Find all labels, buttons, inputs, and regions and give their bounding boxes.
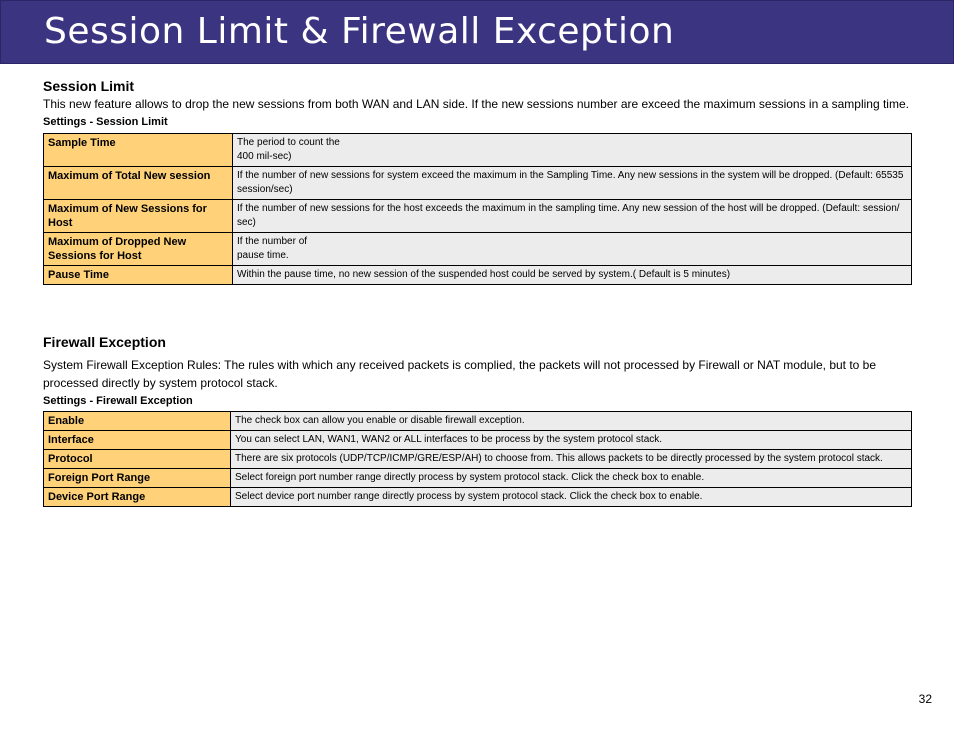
page-title: Session Limit & Firewall Exception — [44, 11, 675, 52]
firewall-exception-heading: Firewall Exception — [43, 334, 166, 350]
row-key: Sample Time — [44, 134, 233, 167]
row-value — [233, 266, 912, 285]
row-value: You can select LAN, WAN1, WAN2 or ALL interfaces to be process by the system protocol stack. — [231, 431, 912, 450]
row-value: Select foreign port number range directly process by system protocol stack. Click the check box to enable. — [231, 469, 912, 488]
row-key: Protocol — [44, 450, 231, 469]
row-key: Interface — [44, 431, 231, 450]
table-row — [44, 233, 912, 266]
table-row — [44, 167, 912, 200]
firewall-exception-table — [43, 411, 912, 507]
page-number: 32 — [918, 692, 932, 706]
table-row — [44, 488, 912, 507]
table-row — [44, 450, 912, 469]
table-row — [44, 469, 912, 488]
row-value-line: pause time. — [237, 250, 289, 261]
firewall-exception-table-label: Settings - Firewall Exception — [43, 395, 193, 407]
row-key: Maximum of New Sessions for Host — [44, 200, 233, 233]
row-value-line: If the number of new sessions for the host exceeds the maximum in the sampling time. Any new session of the host will be dropped. (Default: session/ — [237, 203, 900, 214]
row-value-line: sec) — [237, 217, 256, 228]
firewall-exception-description: System Firewall Exception Rules: The rules with which any received packets is complied, the packets will not processed by Firewall or NAT module, but to be processed directly by system protocol stack. — [43, 358, 877, 390]
row-value-line: session/sec) — [237, 184, 293, 195]
title-bar — [0, 0, 954, 64]
row-value-line: If the number of — [237, 236, 308, 247]
table-row — [44, 412, 912, 431]
row-key: Maximum of Dropped New Sessions for Host — [44, 233, 233, 266]
table-row — [44, 266, 912, 285]
row-value: There are six protocols (UDP/TCP/ICMP/GRE/ESP/AH) to choose from. This allows packets to be directly processed by the system protocol stack. — [231, 450, 912, 469]
session-limit-heading: Session Limit — [43, 78, 135, 94]
row-value-line: The period to count the — [237, 137, 340, 148]
table-row — [44, 134, 912, 167]
table-row — [44, 200, 912, 233]
row-value — [233, 134, 912, 167]
table-row — [44, 431, 912, 450]
row-value — [233, 233, 912, 266]
row-value: The check box can allow you enable or disable firewall exception. — [231, 412, 912, 431]
row-key: Enable — [44, 412, 231, 431]
row-key: Pause Time — [44, 266, 233, 285]
row-value-line: Within the pause time, no new session of the suspended host could be served by system.( Default is 5 minutes) — [237, 269, 731, 280]
session-limit-table-label: Settings - Session Limit — [43, 116, 168, 128]
row-value — [233, 200, 912, 233]
row-value-line: If the number of new sessions for system exceed the maximum in the Sampling Time. Any new sessions in the system will be dropped. (Default: 65535 — [237, 170, 904, 181]
session-limit-table — [43, 133, 912, 285]
row-value-line: 400 mil-sec) — [237, 151, 292, 162]
row-key: Device Port Range — [44, 488, 231, 507]
row-key: Maximum of Total New session — [44, 167, 233, 200]
row-key: Foreign Port Range — [44, 469, 231, 488]
row-value: Select device port number range directly process by system protocol stack. Click the check box to enable. — [231, 488, 912, 507]
session-limit-description: This new feature allows to drop the new sessions from both WAN and LAN side. If the new sessions number are exceed the maximum sessions in a sampling time. — [43, 97, 909, 111]
row-value — [233, 167, 912, 200]
